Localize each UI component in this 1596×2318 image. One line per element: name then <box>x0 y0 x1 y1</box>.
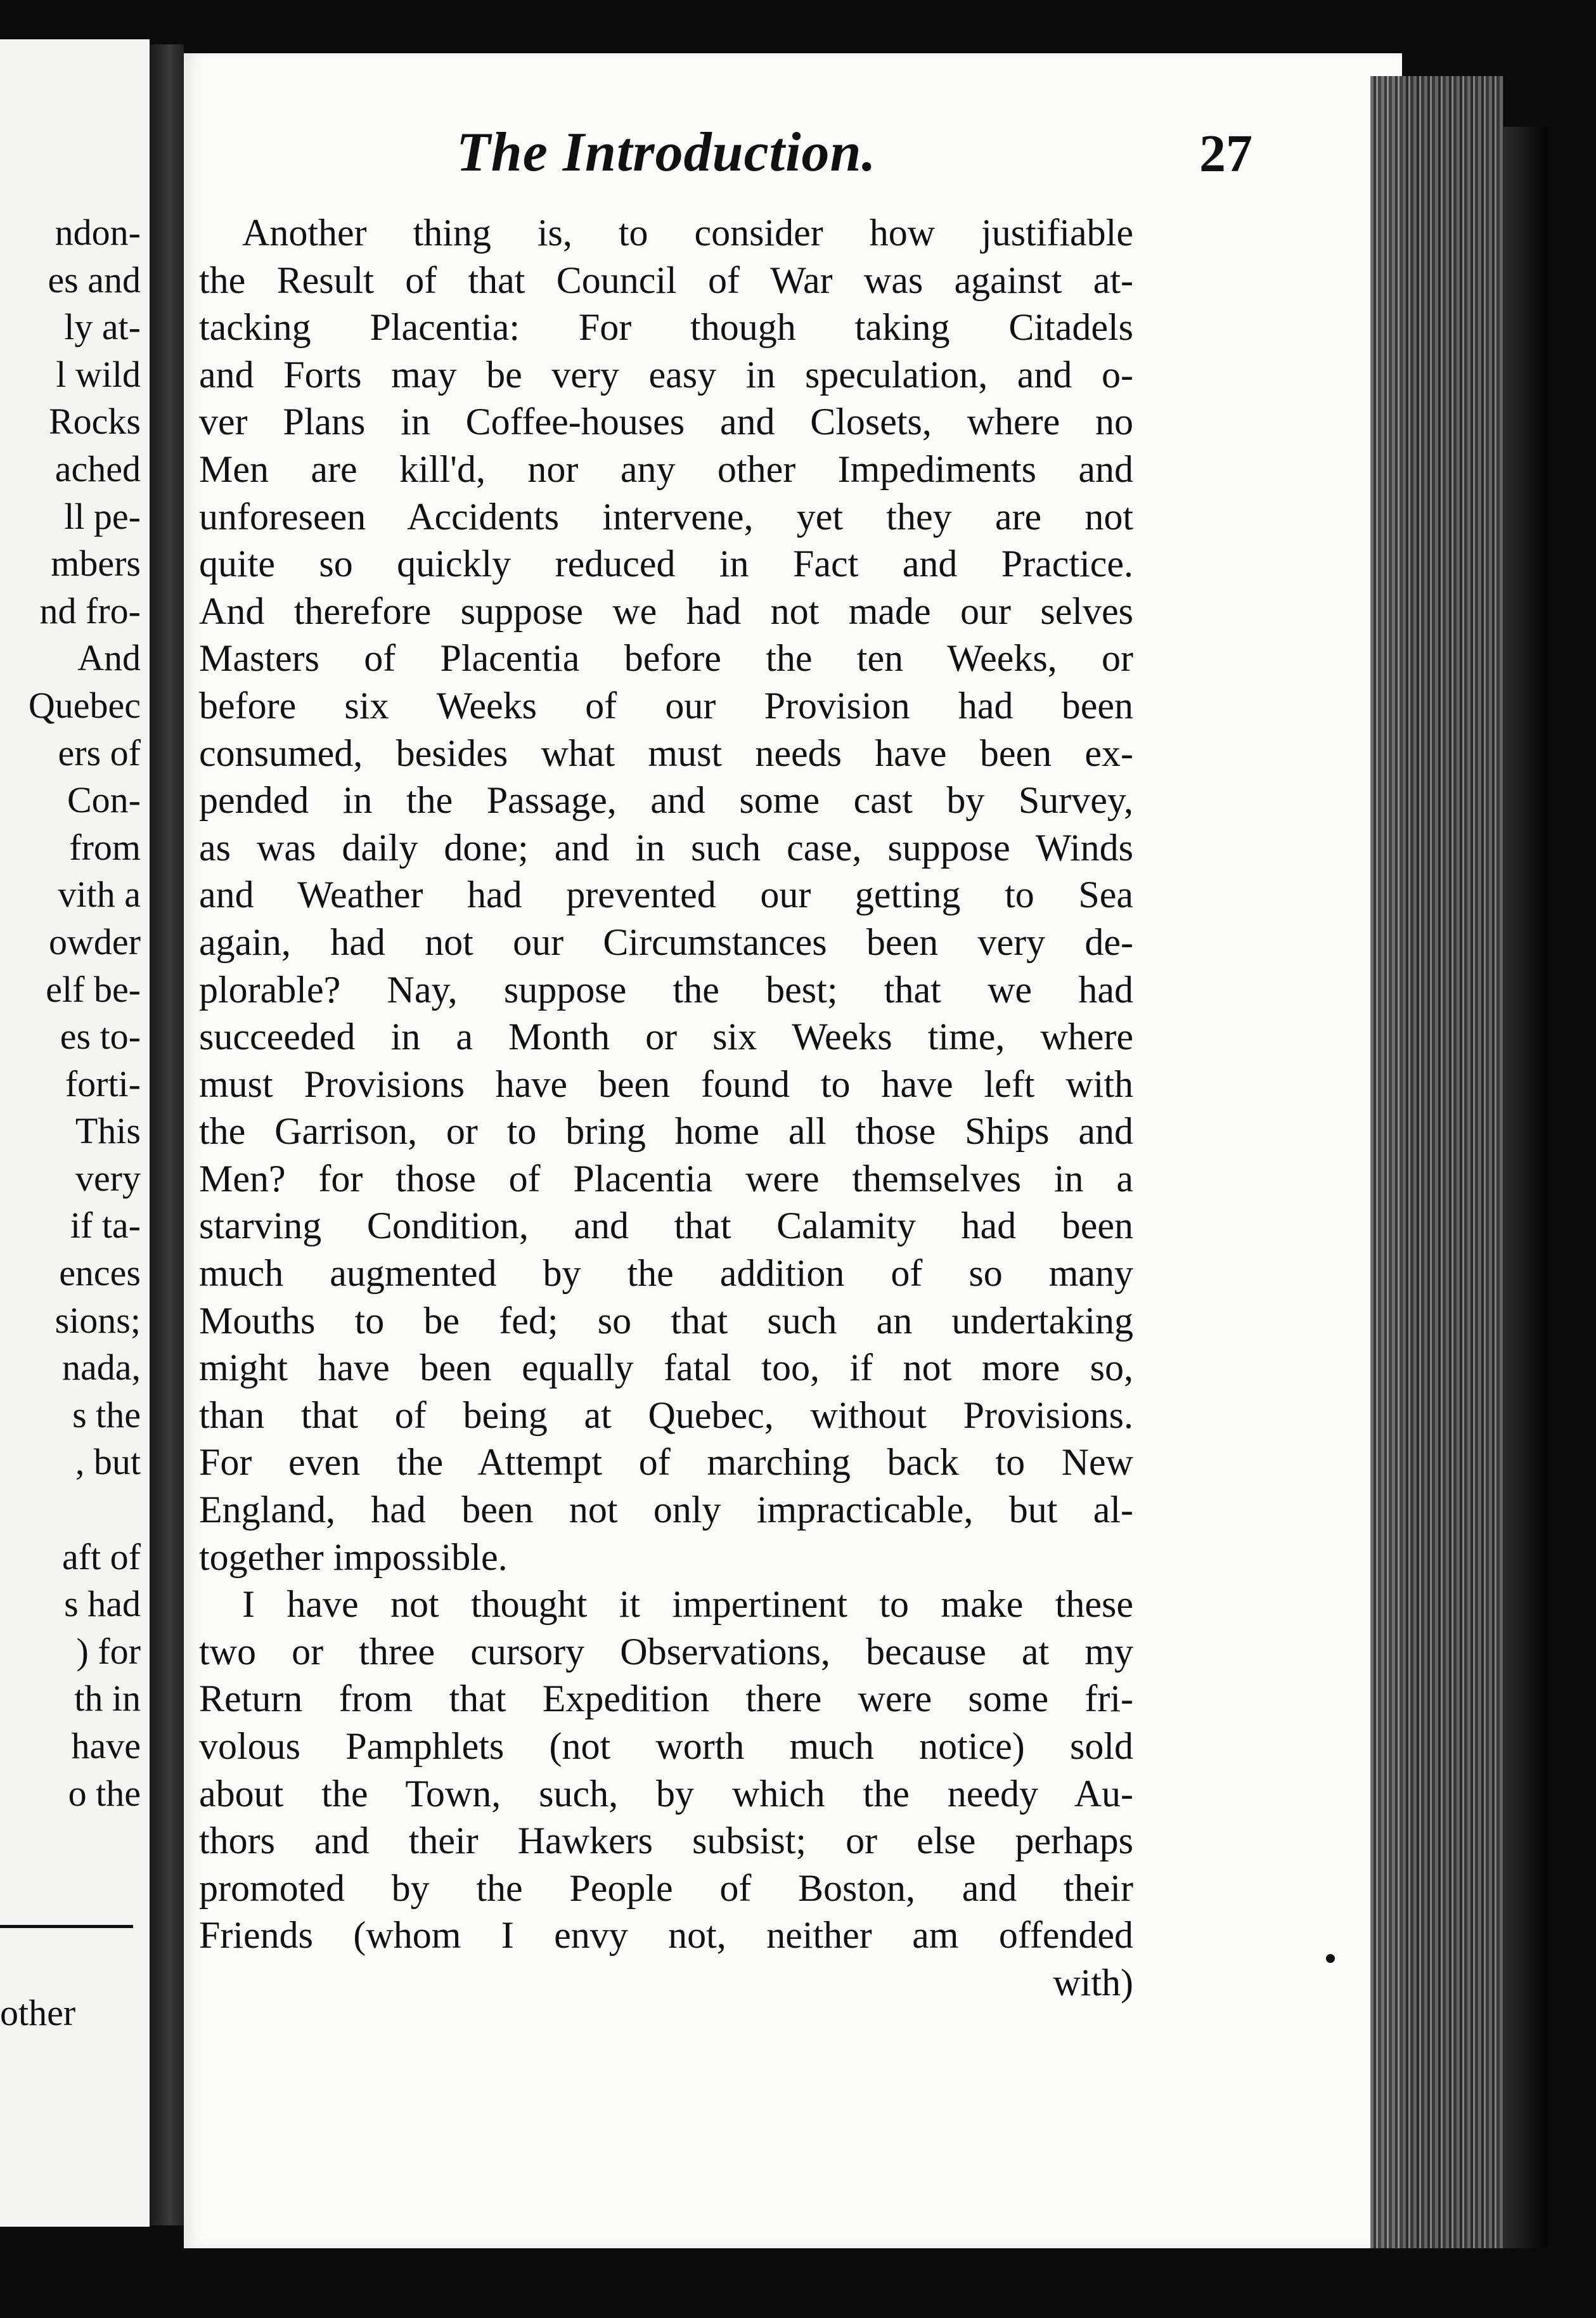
text-line: with) <box>1053 1961 1133 2004</box>
left-page-line: l wild <box>56 353 141 395</box>
text-line: might have been equally fatal too, if not more so, <box>199 1347 1133 1389</box>
text-line: pended in the Passage, and some cast by Survey, <box>199 779 1133 822</box>
text-line: must Provisions have been found to have left with <box>199 1063 1133 1105</box>
left-page-line: sions; <box>55 1299 141 1341</box>
text-line: promoted by the People of Boston, and their <box>199 1867 1133 1909</box>
text-line: two or three cursory Observations, because at my <box>199 1630 1133 1673</box>
left-page-line: ndon- <box>55 212 141 253</box>
scan-background <box>0 2248 1596 2318</box>
text-line: the Garrison, or to bring home all those Ships and <box>199 1110 1133 1153</box>
left-page-line: Con- <box>67 779 141 821</box>
left-page-line: nada, <box>62 1347 141 1389</box>
text-line: thors and their Hawkers subsist; or else perhaps <box>199 1820 1133 1862</box>
text-line: I have not thought it impertinent to make these <box>242 1583 1133 1626</box>
text-line: Friends (whom I envy not, neither am offended <box>199 1914 1133 1957</box>
text-line: as was daily done; and in such case, suppose Winds <box>199 826 1133 869</box>
left-page-line: forti- <box>65 1063 141 1104</box>
text-line: and Forts may be very easy in speculation, and o- <box>199 353 1133 396</box>
text-line: together impossible. <box>199 1536 508 1578</box>
left-page-line: mbers <box>51 543 141 585</box>
text-line: quite so quickly reduced in Fact and Practice. <box>199 543 1133 585</box>
body-text <box>199 209 1133 2007</box>
text-line: Another thing is, to consider how justifiable <box>242 212 1133 254</box>
ink-dot <box>1326 1954 1335 1963</box>
left-page-line: , but <box>75 1441 141 1483</box>
left-page-line: ached <box>55 448 141 489</box>
text-line: Return from that Expedition there were some fri- <box>199 1678 1133 1720</box>
left-page-line: o the <box>68 1772 141 1814</box>
book-gutter <box>150 44 184 2225</box>
left-page-line: elf be- <box>46 968 141 1010</box>
left-page-line: very <box>75 1157 141 1199</box>
left-page-line: have <box>71 1725 141 1766</box>
text-line: Masters of Placentia before the ten Weeks, or <box>199 637 1133 680</box>
text-line: before six Weeks of our Provision had been <box>199 684 1133 727</box>
text-line: starving Condition, and that Calamity had been <box>199 1205 1133 1247</box>
left-page-line: ll pe- <box>64 495 141 537</box>
text-line: again, had not our Circumstances been very de- <box>199 921 1133 963</box>
left-page-line: from <box>69 826 141 868</box>
text-line: ver Plans in Coffee-houses and Closets, where no <box>199 401 1133 443</box>
left-page-line: nd fro- <box>39 590 141 631</box>
left-page-line: vith a <box>58 874 141 916</box>
left-page-rule <box>0 1925 133 1928</box>
text-line: about the Town, such, by which the needy Au- <box>199 1772 1133 1815</box>
left-page-line: ences <box>59 1252 141 1294</box>
text-line: unforeseen Accidents intervene, yet they are not <box>199 495 1133 538</box>
left-page-line: aft of <box>62 1536 141 1577</box>
text-line: plorable? Nay, suppose the best; that we had <box>199 968 1133 1011</box>
left-page-line: ) for <box>76 1630 141 1672</box>
left-page-line: s the <box>72 1394 141 1435</box>
left-page-line: Quebec <box>28 684 141 726</box>
text-line: succeeded in a Month or six Weeks time, where <box>199 1016 1133 1058</box>
text-line: than that of being at Quebec, without Provisions. <box>199 1394 1133 1436</box>
left-page-line: es and <box>48 259 141 301</box>
left-page-line: This <box>75 1110 141 1152</box>
left-page-line <box>29 1486 141 1534</box>
left-page-line: ly at- <box>64 306 141 348</box>
text-line: much augmented by the addition of so many <box>199 1252 1133 1295</box>
text-line: volous Pamphlets (not worth much notice) sold <box>199 1725 1133 1767</box>
left-page-text-fragments <box>29 209 141 1817</box>
left-page-line: if ta- <box>70 1205 141 1246</box>
text-line: Men are kill'd, nor any other Impediments and <box>199 448 1133 490</box>
left-page-line: And <box>77 637 141 679</box>
left-page-line: owder <box>49 921 141 962</box>
text-line: England, had been not only impracticable, but al- <box>199 1489 1133 1531</box>
left-page-line: Rocks <box>49 401 141 443</box>
left-page-line: ers of <box>58 732 141 774</box>
page-number: 27 <box>1199 124 1252 183</box>
book-edge-shadow <box>1503 127 1548 2257</box>
left-facing-page <box>0 39 150 2227</box>
text-line: tacking Placentia: For though taking Citadels <box>199 306 1133 349</box>
text-line: Men? for those of Placentia were themselves in a <box>199 1157 1133 1200</box>
left-page-line: th in <box>74 1678 141 1719</box>
left-page-line: es to- <box>60 1016 141 1058</box>
text-line: Mouths to be fed; so that such an undertaking <box>199 1299 1133 1342</box>
text-line: consumed, besides what must needs have been ex- <box>199 732 1133 774</box>
left-page-footer-fragment: other <box>0 1992 76 2033</box>
running-head: The Introduction. <box>456 122 877 183</box>
page-edges <box>1370 76 1503 2257</box>
left-page-line: s had <box>64 1583 141 1625</box>
text-line: And therefore suppose we had not made our selves <box>199 590 1133 632</box>
text-line: the Result of that Council of War was against at- <box>199 259 1133 301</box>
text-line: For even the Attempt of marching back to New <box>199 1441 1133 1484</box>
text-line: and Weather had prevented our getting to Sea <box>199 874 1133 916</box>
